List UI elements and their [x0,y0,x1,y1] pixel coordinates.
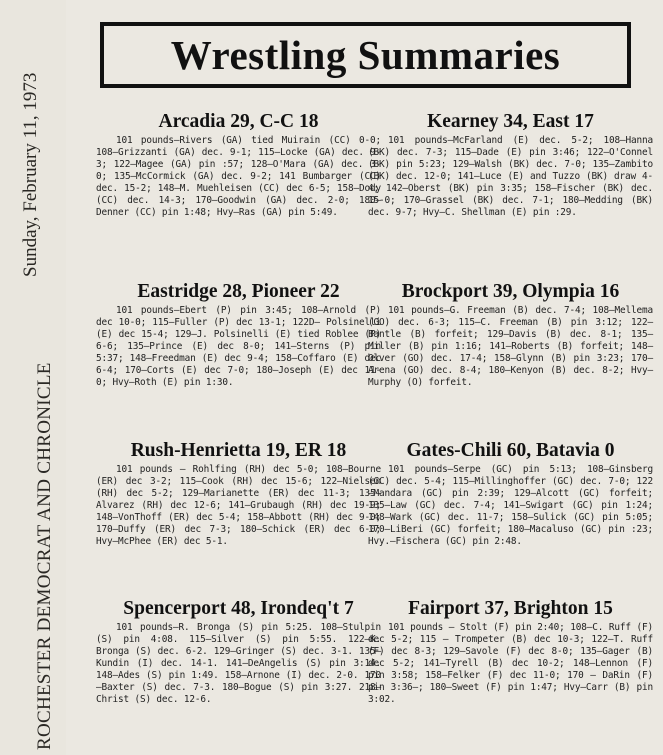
meet-results: 101 pounds—R. Bronga (S) pin 5:25. 108—Stulpin (S) pin 4:08. 115—Silver (S) pin 5:55. 122—K. Bronga (S) dec. 6-2. 129—Gringer (S) dec. 3-1. 135—Kundin (I) dec. 14-1. 141—DeAngelis (S) pin 3:14. 148—Ades (S) pin 1:49. 158—Arnone (I) dec. 2-0. 170—Baxter (S) dec. 7-3. 180—Bogue (S) pin 3:27. 218—Christ (S) dec. 12-6. [96,622,381,706]
meet-summary [368,281,653,389]
title-box [100,22,631,88]
page-title: Wrestling Summaries [170,32,561,78]
meet-heading: Spencerport 48, Irondeq't 7 [123,598,354,619]
meet-results: 101 pounds — Rohlfing (RH) dec 5-0; 108—Bourne (ER) dec 3-2; 115—Cook (RH) dec 15-6; 122—Nielsen (RH) dec 5-2; 129—Marianette (ER) dec 11-3; 135—Alvarez (RH) dec 12-6; 141—Grubaugh (RH) dec 19-9; 148—VonThoff (ER) dec 5-4; 158—Abbott (RH) dec 9-0; 170—Duffy (ER) dec 7-3; 180—Schick (ER) dec 6-0; Hvy—McPhee (ER) dec 5-1. [96,464,381,548]
meet-results: 101 pounds—G. Freeman (B) dec. 7-4; 108—Mellema (GO) dec. 6-3; 115—C. Freeman (B) pin 3:12; 122—Bantle (B) forfeit; 129—Davis (B) dec. 8-1; 135—Miller (B) pin 1:16; 141—Roberts (B) forfeit; 148—Olver (GO) dec. 17-4; 158—Glynn (B) pin 3:23; 170—Arena (GO) dec. 8-4; 180—Kenyon (B) dec. 8-2; Hvy—Murphy (O) forfeit. [368,305,653,389]
meet-heading: Brockport 39, Olympia 16 [401,281,620,302]
meet-summary [368,598,653,706]
meet-results: 101 pounds—Rivers (GA) tied Muirain (CC) 0-0; 108—Grizzanti (GA) dec. 9-1; 115—Locke (GA) dec. 9-3; 122—Magee (GA) pin :57; 128—O'Mara (GA) dec. 3-0; 135—McCormick (GA) dec. 9-2; 141 Bumbarger (CC) dec. 15-2; 148—M. Muehleisen (CC) dec 6-5; 158—Dody (CC) dec. 14-3; 170—Goodwin (GA) dec. 2-0; 180—Denner (CC) pin 1:48; Hvy—Ras (GA) pin 5:49. [96,135,381,219]
meet-heading: Eastridge 28, Pioneer 22 [137,281,340,302]
meet-heading: Kearney 34, East 17 [427,111,594,132]
meet-heading: Rush-Henrietta 19, ER 18 [130,440,347,461]
meet-heading: Arcadia 29, C-C 18 [158,111,319,132]
meet-summary [96,111,381,219]
meet-summary [96,598,381,706]
publication-date: Sunday, February 11, 1973 [20,72,41,277]
publication-name: ROCHESTER DEMOCRAT AND CHRONICLE [34,362,55,750]
meet-results: 101 pounds—McFarland (E) dec. 5-2; 108—Hanna (BK) dec. 7-3; 115—Dade (E) pin 3:46; 122—O'Connel (BK) pin 5:23; 129—Walsh (BK) dec. 7-0; 135—Zambito (BK) dec. 12-0; 141—Luce (E) and Tuzzo (BK) draw 4-4; 142—Oberst (BK) pin 3:35; 158—Fischer (BK) dec. 15-0; 170—Grassel (BK) dec. 7-1; 180—Medding (BK) dec. 9-7; Hvy—C. Shellman (E) pin :29. [368,135,653,219]
meet-results: 101 pounds—Ebert (P) pin 3:45; 108—Arnold (P) dec 10-0; 115—Fuller (P) dec 13-1; 122D— Polsinelli (E) dec 15-4; 129—J. Polsinelli (E) tied Roblee (P) 6-6; 135—Prince (E) dec 8-0; 141—Sterns (P) pin 5:37; 148—Freedman (E) dec 9-4; 158—Coffaro (E) dec 6-4; 170—Corts (E) dec 7-0; 180—Joseph (E) dec 11-0; Hvy—Roth (E) pin 1:30. [96,305,381,389]
meet-results: 101 pounds — Stolt (F) pin 2:40; 108—C. Ruff (F) dec 5-2; 115 — Trompeter (B) dec 10-3; 122—T. Ruff (F) dec 8-3; 129—Savole (F) dec 8-0; 135—Gager (B) dec 5-2; 141—Tyrell (B) dec 10-2; 148—Lennon (F) pin 3:58; 158—Felker (F) dec 11-0; 170 — DaRin (F) pin 3:36—; 180—Sweet (F) pin 1:47; Hvy—Carr (B) pin 3:02. [368,622,653,706]
meet-heading: Fairport 37, Brighton 15 [408,598,613,619]
meet-summary [368,111,653,219]
meet-summary [96,281,381,389]
page-margin [0,0,66,755]
meet-results: 101 pounds—Serpe (GC) pin 5:13; 108—Ginsberg (GC) dec. 5-4; 115—Millinghoffer (GC) dec. 7-0; 122—Mandara (GC) pin 2:39; 129—Alcott (GC) forfeit; 135—Law (GC) dec. 7-4; 141—Swigart (GC) pin 1:24; 148—Wark (GC) dec. 11-7; 158—Sulick (GC) pin 5:05; 170—LiBeri (GC) forfeit; 180—Macaluso (GC) pin :23; Hvy.—Fischera (GC) pin 2:48. [368,464,653,548]
meet-summary [368,440,653,548]
meet-heading: Gates-Chili 60, Batavia 0 [406,440,615,461]
meet-summary [96,440,381,548]
